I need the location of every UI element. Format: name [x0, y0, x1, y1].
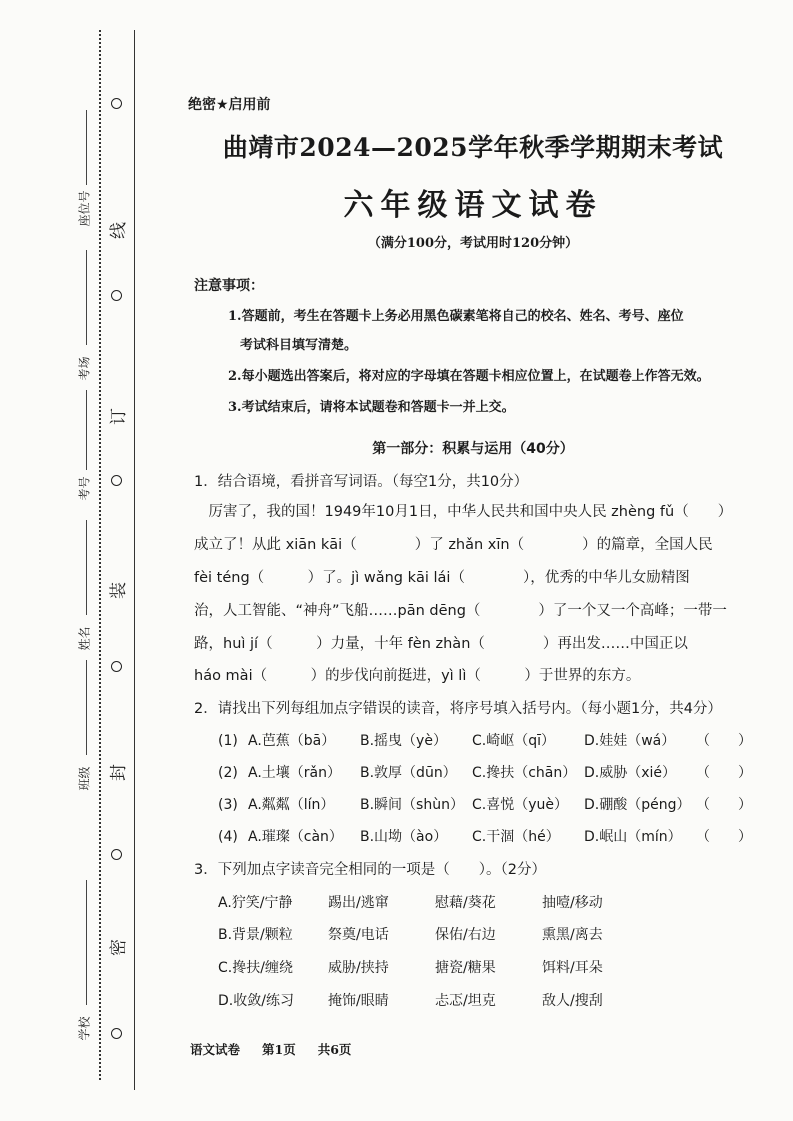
binding-hole [111, 1028, 122, 1039]
option-b: B.敦厚（dūn） [360, 765, 457, 781]
class-label: 班级 [77, 766, 92, 791]
binding-hole [111, 98, 122, 109]
dotted-binding-line [99, 30, 101, 1080]
page-footer [190, 1040, 373, 1058]
name-label: 姓名 [77, 626, 92, 651]
footer-subject: 语文试卷 [190, 1042, 241, 1057]
word-pair: 饵料/耳朵 [542, 960, 603, 976]
class-line [86, 660, 87, 755]
name-line [86, 520, 87, 615]
question-1-stem: 1．结合语境，看拼音写词语。（每空1分，共10分） [194, 474, 529, 490]
answer-blank: （ ） [696, 829, 752, 845]
question-3-option [218, 990, 649, 1010]
seat-number-label: 座位号 [77, 190, 92, 227]
note-item: 2.每小题选出答案后，将对应的字母填在答题卡相应位置上，在试题卷上作答无效。 [228, 369, 710, 384]
binding-hole [111, 290, 122, 301]
exam-room-label: 考场 [77, 356, 92, 381]
word-pair: 敌人/搜刮 [542, 993, 603, 1009]
binding-char-mi: 密 [109, 939, 129, 956]
footer-total: 共6页 [317, 1042, 352, 1057]
note-item: 1.答题前，考生在答题卡上务必用黑色碳素笔将自己的校名、姓名、考号、座位 [228, 309, 684, 324]
option-c: C.搀扶（chān） [472, 765, 577, 781]
binding-hole [111, 475, 122, 486]
word-pair: 威胁/挟持 [328, 960, 389, 976]
option-a: A.土壤（rǎn） [248, 765, 341, 781]
question-1-line: 路，huì jí（ ）力量，十年 fèn zhàn（ ）再出发……中国正以 [194, 636, 688, 652]
word-pair: 慰藉/葵花 [435, 895, 496, 911]
question-1-line: 成立了！从此 xiān kāi（ ）了 zhǎn xīn（ ）的篇章，全国人民 [194, 537, 713, 553]
question-1-line: háo mài（ ）的步伐向前挺进，yì lì（ ）于世界的东方。 [194, 668, 641, 684]
binding-char-feng: 封 [109, 764, 129, 781]
question-1-line: 厉害了，我的国！1949年10月1日，中华人民共和国中央人民 zhèng fǔ（ ） [194, 504, 733, 520]
word-pair: 熏黑/离去 [542, 927, 603, 943]
seat-number-line [86, 110, 87, 185]
section-heading: 第一部分：积累与运用（40分） [372, 441, 574, 457]
question-3-option [218, 892, 649, 912]
option-b: B.瞬间（shùn） [360, 797, 464, 813]
option-a: A.璀璨（càn） [248, 829, 343, 845]
row-number: (1) [218, 733, 238, 749]
option-d: D.岷山（mín） [584, 829, 682, 845]
binding-hole [111, 661, 122, 672]
binding-margin [0, 0, 150, 1121]
question-2-row [218, 794, 752, 814]
row-number: (4) [218, 829, 238, 845]
question-3-option [218, 957, 649, 977]
word-pair: A.狞笑/宁静 [218, 895, 293, 911]
exam-number-line [86, 390, 87, 470]
answer-blank: （ ） [696, 797, 752, 813]
binding-char-xian: 线 [109, 222, 129, 239]
footer-page: 第1页 [262, 1042, 296, 1057]
word-pair: 保佑/右边 [435, 927, 496, 943]
word-pair: 祭奠/电话 [328, 927, 389, 943]
note-item: 考试科目填写清楚。 [240, 338, 358, 353]
question-1-line: 治，人工智能、“神舟”飞船……pān dēng（ ）了一个又一个高峰；一带一 [194, 603, 727, 619]
question-3-stem: 3．下列加点字读音完全相同的一项是（ ）。（2分） [194, 862, 546, 878]
option-d: D.硼酸（péng） [584, 797, 691, 813]
option-c: C.喜悦（yuè） [472, 797, 568, 813]
option-c: C.干涸（hé） [472, 829, 560, 845]
binding-hole [111, 849, 122, 860]
question-2-row [218, 826, 752, 846]
option-b: B.山坳（ào） [360, 829, 448, 845]
row-number: (3) [218, 797, 238, 813]
answer-blank: （ ） [696, 765, 752, 781]
word-pair: 掩饰/眼睛 [328, 993, 389, 1009]
word-pair: D.收敛/练习 [218, 993, 294, 1009]
answer-blank: （ ） [696, 733, 752, 749]
row-number: (2) [218, 765, 238, 781]
exam-title: 曲靖市2024—2025学年秋季学期期末考试 [222, 133, 724, 162]
word-pair: 踢出/逃窜 [328, 895, 389, 911]
option-b: B.摇曳（yè） [360, 733, 447, 749]
note-item: 3.考试结束后，请将本试题卷和答题卡一并上交。 [228, 400, 515, 415]
word-pair: 抽噎/移动 [542, 895, 603, 911]
option-d: D.娃娃（wá） [584, 733, 676, 749]
exam-number-label: 考号 [77, 476, 92, 501]
question-1-line: fèi téng（ ）了。jì wǎng kāi lái（ ），优秀的中华儿女励精图 [194, 570, 690, 586]
option-a: A.芭蕉（bā） [248, 733, 336, 749]
option-c: C.崎岖（qī） [472, 733, 556, 749]
option-d: D.威胁（xié） [584, 765, 677, 781]
confidential-label: 绝密★启用前 [188, 97, 271, 113]
question-2-stem: 2．请找出下列每组加点字错误的读音，将序号填入括号内。（每小题1分，共4分） [194, 701, 722, 717]
question-2-row [218, 730, 752, 750]
word-pair: 忐忑/坦克 [435, 993, 496, 1009]
question-3-option [218, 924, 649, 944]
binding-char-zhuang: 装 [109, 582, 129, 599]
word-pair: 搪瓷/糖果 [435, 960, 496, 976]
exam-room-line [86, 250, 87, 345]
exam-subtitle: （满分100分，考试用时120分钟） [367, 236, 579, 251]
school-label: 学校 [77, 1016, 92, 1041]
option-a: A.粼粼（lín） [248, 797, 335, 813]
word-pair: B.背景/颗粒 [218, 927, 293, 943]
word-pair: C.搀扶/缠绕 [218, 960, 293, 976]
binding-char-ding: 订 [109, 408, 129, 425]
question-2-row [218, 762, 752, 782]
school-line [86, 880, 87, 1005]
solid-binding-line [134, 30, 135, 1090]
exam-paper-name: 六年级语文试卷 [343, 188, 603, 223]
notes-heading: 注意事项： [194, 278, 264, 294]
